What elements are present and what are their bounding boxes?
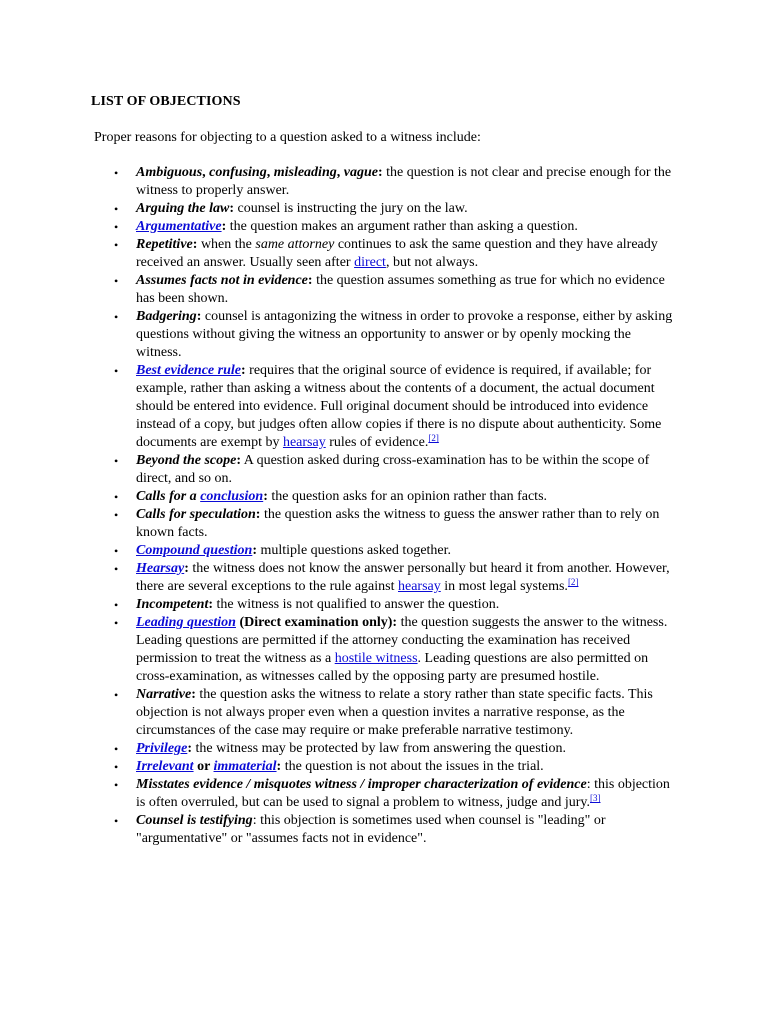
bullet-icon: • [114,364,119,378]
bullet-icon: • [114,742,119,756]
term-link[interactable]: Hearsay [136,561,185,576]
objection-text: : [276,759,282,774]
objection-item-misstates-evidence [0,776,676,812]
bullet-icon: • [114,814,119,828]
objection-text: continues to ask the same question and they have already received an answer. Usually seen after [136,237,658,270]
objection-text: . Leading questions are also permitted on cross-examination, as witnesses called by the opposing party are presumed hostile. [136,651,649,684]
objection-text: vague [343,165,378,180]
objection-text: the question asks the witness to guess the answer rather than to rely on known facts. [136,507,660,540]
bullet-icon: • [114,778,119,792]
objection-text: Beyond the scope [136,453,237,468]
objection-text: , [336,165,344,180]
objection-text: , [202,165,210,180]
objection-text: , [266,165,274,180]
bullet-icon: • [114,238,119,252]
objection-text: : [229,201,235,216]
objection-item-calls-for-conclusion [0,488,676,506]
objection-text: the witness may be protected by law from answering the question. [191,741,566,756]
objection-item-badgering [0,308,676,362]
bullet-icon: • [114,616,119,630]
objection-text: when the [197,237,256,252]
term-link[interactable]: conclusion [200,489,264,504]
objection-text: or [193,759,214,774]
objection-text: : [377,165,383,180]
objection-item-narrative [0,686,676,740]
objection-item-counsel-is-testifying [0,812,676,848]
objection-item-beyond-the-scope [0,452,676,488]
objection-text: : [263,489,268,504]
citation-link[interactable]: [2] [567,577,579,587]
bullet-icon: • [114,508,119,522]
objection-text: counsel is antagonizing the witness in order to provoke a response, either by asking questions without giving the witness an opportunity to answer or by openly mocking the witness. [136,309,673,360]
objection-text: the question is not clear and precise enough for the witness to properly answer. [136,165,672,198]
objection-text: the witness is not qualified to answer the question. [213,597,500,612]
citation-link[interactable]: [3] [590,793,601,803]
objection-item-irrelevant-immaterial [0,758,676,776]
objection-text: Incompetent [136,597,209,612]
term-link[interactable]: hostile witness [334,651,418,666]
objection-text: : [240,363,246,378]
objection-item-privilege [0,740,676,758]
objection-text: the question is not about the issues in the trial. [281,759,544,774]
objection-text: : this objection is sometimes used when counsel is "leading" or "argumentative" or "assumes facts not in evidence". [136,813,606,846]
objection-text: Repetitive [136,237,193,252]
objection-text: Narrative [136,687,192,702]
bullet-icon: • [114,562,119,576]
bullet-icon: • [114,598,119,612]
objection-text: : [236,453,241,468]
objection-text: : [307,273,313,288]
objection-text: Assumes facts not in evidence [136,273,308,288]
footnote-ref [428,433,439,443]
page-title: LIST OF OBJECTIONS [91,94,241,109]
objection-text: : [255,507,261,522]
objection-text: the question suggests the answer to the witness. Leading questions are permitted if the attorney conducting the examination has received permission to treat the witness as a [136,615,668,666]
objection-text: Ambiguous [136,165,203,180]
term-link[interactable]: Leading question [136,615,236,630]
intro-paragraph: Proper reasons for objecting to a question asked to a witness include: [94,130,481,145]
bullet-icon: • [114,220,119,234]
term-link[interactable]: Privilege [136,741,188,756]
objection-text: multiple questions asked together. [257,543,452,558]
objection-item-repetitive [0,236,676,272]
bullet-icon: • [114,310,119,324]
objection-text: Calls for a [136,489,201,504]
objection-text: Counsel is testifying [136,813,253,828]
objection-item-assumes-facts [0,272,676,308]
footnote-ref [568,577,579,587]
term-link[interactable]: direct [354,255,386,270]
objection-item-argumentative [0,218,676,236]
term-link[interactable]: Best evidence rule [136,363,241,378]
objection-text: the question asks the witness to relate a story rather than state specific facts. This objection is not always proper even when a question invites a narrative response, as the circumstances of the case may require or make preferable narrative testimony. [136,687,653,738]
term-link[interactable]: hearsay [282,435,326,450]
objection-text: : [184,561,189,576]
objection-text: : [191,687,196,702]
bullet-icon: • [114,760,119,774]
term-link[interactable]: Argumentative [136,219,222,234]
objection-text: : [221,219,227,234]
objection-item-incompetent [0,596,676,614]
objection-text: counsel is instructing the jury on the law. [234,201,468,216]
term-link[interactable]: hearsay [398,579,441,594]
objection-text: the question assumes something as true for which no evidence has been shown. [136,273,665,306]
objection-item-calls-for-speculation [0,506,676,542]
objection-text: the question makes an argument rather than asking a question. [226,219,578,234]
objection-item-ambiguous [0,164,676,200]
term-link[interactable]: Irrelevant [136,759,194,774]
objection-text: misleading [273,165,337,180]
footnote-ref [590,793,601,803]
objection-item-compound-question [0,542,676,560]
bullet-icon: • [114,274,119,288]
citation-link[interactable]: [2] [428,433,439,443]
bullet-icon: • [114,490,119,504]
objection-text: Badgering [136,309,197,324]
objection-text: : [208,597,214,612]
objection-text: : [187,741,192,756]
objection-item-hearsay [0,560,676,596]
objection-text: Calls for speculation [136,507,256,522]
bullet-icon: • [114,688,119,702]
objection-text: the witness does not know the answer personally but heard it from another. However, there are several exceptions to the rule against [136,561,670,594]
objection-text: : [192,237,198,252]
objection-text: , but not always. [385,255,479,270]
objection-text: the question asks for an opinion rather than facts. [267,489,548,504]
objection-text: : [196,309,202,324]
bullet-icon: • [114,166,119,180]
objection-text: in most legal systems. [440,579,568,594]
objection-text: same attorney [255,237,335,252]
objection-list [0,164,768,848]
objection-item-best-evidence-rule [0,362,676,452]
bullet-icon: • [114,544,119,558]
objection-text: (Direct examination only): [235,615,398,630]
objection-text: rules of evidence. [325,435,429,450]
objection-text: A question asked during cross-examination has to be within the scope of direct, and so on. [136,453,650,486]
term-link[interactable]: Compound question [136,543,253,558]
objection-text: : this objection is often overruled, but can be used to signal a problem to witness, judge and jury. [136,777,670,810]
objection-text: confusing [209,165,267,180]
term-link[interactable]: immaterial [213,759,277,774]
objection-item-leading-question [0,614,676,686]
bullet-icon: • [114,454,119,468]
objection-item-arguing-the-law [0,200,676,218]
objection-text: requires that the original source of evidence is required, if available; for example, rather than asking a witness about the contents of a document, the actual document should be entered into evidence. Full original document should be introduced into evidence instead of a copy, but judges often allow copies if there is no dispute about authenticity. Some documents are exempt by [136,363,662,450]
objection-text: Arguing the law [136,201,230,216]
objection-text: : [252,543,257,558]
bullet-icon: • [114,202,119,216]
objection-text: Misstates evidence / misquotes witness / improper characterization of evidence [136,777,587,792]
